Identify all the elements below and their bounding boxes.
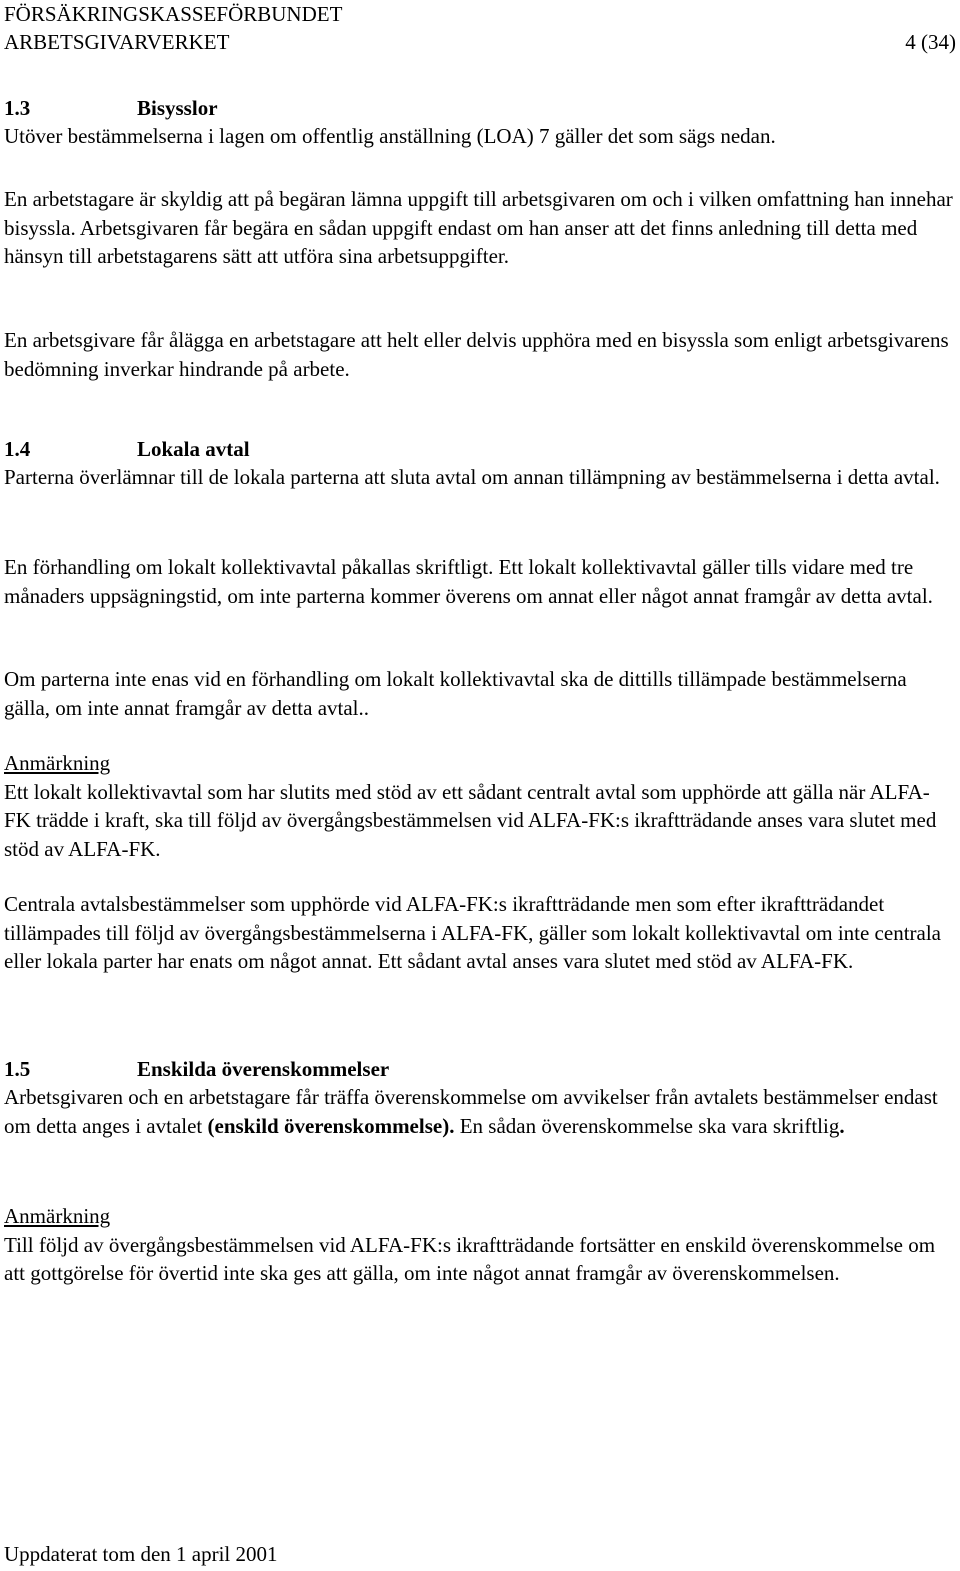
section-title: Lokala avtal xyxy=(137,437,250,461)
note-label: Anmärkning xyxy=(4,751,111,775)
page-number: 4 (34) xyxy=(905,30,956,54)
paragraph-block xyxy=(4,185,954,271)
section-heading xyxy=(4,435,954,463)
note-block xyxy=(4,1202,954,1288)
paragraph-text: Arbetsgivaren och en arbetstagare får träffa överenskommelse om avvikelser från avtalets bestämmelser endast om detta anges i avtalet xyxy=(4,1085,938,1138)
paragraph-text: En sådan överenskommelse ska vara skriftlig xyxy=(454,1113,840,1138)
section-heading xyxy=(4,1055,954,1083)
paragraph-block xyxy=(4,553,954,610)
paragraph: En arbetsgivare får ålägga en arbetstagare att helt eller delvis upphöra med en bisyssla som enligt arbetsgivarens bedömning inverkar hindrande på arbete. xyxy=(4,328,949,381)
paragraph-block xyxy=(4,665,954,722)
paragraph-block xyxy=(4,890,954,976)
section-1-4 xyxy=(4,435,954,492)
section-1-3 xyxy=(4,94,954,151)
note-label: Anmärkning xyxy=(4,1204,111,1228)
note-paragraph: Centrala avtalsbestämmelser som upphörde vid ALFA-FK:s ikraftträdande men som efter ikraftträdandet tillämpades till följd av övergångsbestämmelserna i ALFA-FK, gäller som lokalt kollektivavtal om inte centrala eller lokala parter har enats om något annat. Ett sådant avtal anses vara slutet med stöd av ALFA-FK. xyxy=(4,892,942,973)
section-heading xyxy=(4,94,954,122)
note-paragraph: Till följd av övergångsbestämmelsen vid ALFA-FK:s ikraftträdande fortsätter en enskild överenskommelse om att gottgörelse för övertid inte ska ges att gälla, om inte något annat framgår av överenskommelsen. xyxy=(4,1232,936,1285)
section-title: Bisysslor xyxy=(137,96,218,120)
paragraph: Parterna överlämnar till de lokala parterna att sluta avtal om annan tillämpning av bestämmelserna i detta avtal. xyxy=(4,465,940,489)
header-department: ARBETSGIVARVERKET xyxy=(4,30,230,54)
page-header xyxy=(4,0,956,56)
paragraph: En förhandling om lokalt kollektivavtal påkallas skriftligt. Ett lokalt kollektivavtal gäller tills vidare med tre månaders uppsägningstid, om inte parterna kommer överens om annat eller något annat framgår av detta avtal. xyxy=(4,555,933,608)
paragraph: Utöver bestämmelserna i lagen om offentlig anställning (LOA) 7 gäller det som sägs nedan. xyxy=(4,124,776,148)
section-number: 1.5 xyxy=(4,1057,31,1081)
paragraph: Om parterna inte enas vid en förhandling om lokalt kollektivavtal ska de dittills tillämpade bestämmelserna gälla, om inte annat framgår av detta avtal.. xyxy=(4,667,907,720)
header-org-name: FÖRSÄKRINGSKASSEFÖRBUNDET xyxy=(4,2,343,26)
bold-period: . xyxy=(839,1113,845,1138)
document-page xyxy=(4,0,954,1571)
paragraph xyxy=(4,1083,954,1140)
section-number: 1.4 xyxy=(4,437,31,461)
header-row xyxy=(4,28,956,56)
note-paragraph: Ett lokalt kollektivavtal som har slutits med stöd av ett sådant centralt avtal som upphörde att gälla när ALFA-FK trädde i kraft, ska till följd av övergångsbestämmelsen vid ALFA-FK:s ikraftträdande anses vara slutet med stöd av ALFA-FK. xyxy=(4,779,937,861)
paragraph: En arbetstagare är skyldig att på begäran lämna uppgift till arbetsgivaren om och i vilken omfattning han innehar bisyssla. Arbetsgivaren får begära en sådan uppgift endast om han anser att det finns anledning till detta med hänsyn till arbetstagarens sätt att utföra sina arbetsuppgifter. xyxy=(4,187,953,268)
section-number: 1.3 xyxy=(4,96,31,120)
paragraph-block xyxy=(4,326,954,383)
section-1-5 xyxy=(4,1055,954,1140)
page-footer: Uppdaterat tom den 1 april 2001 xyxy=(4,1542,278,1566)
bold-term: (enskild överenskommelse). xyxy=(207,1113,455,1138)
note-block xyxy=(4,749,954,863)
section-title: Enskilda överenskommelser xyxy=(137,1057,390,1081)
